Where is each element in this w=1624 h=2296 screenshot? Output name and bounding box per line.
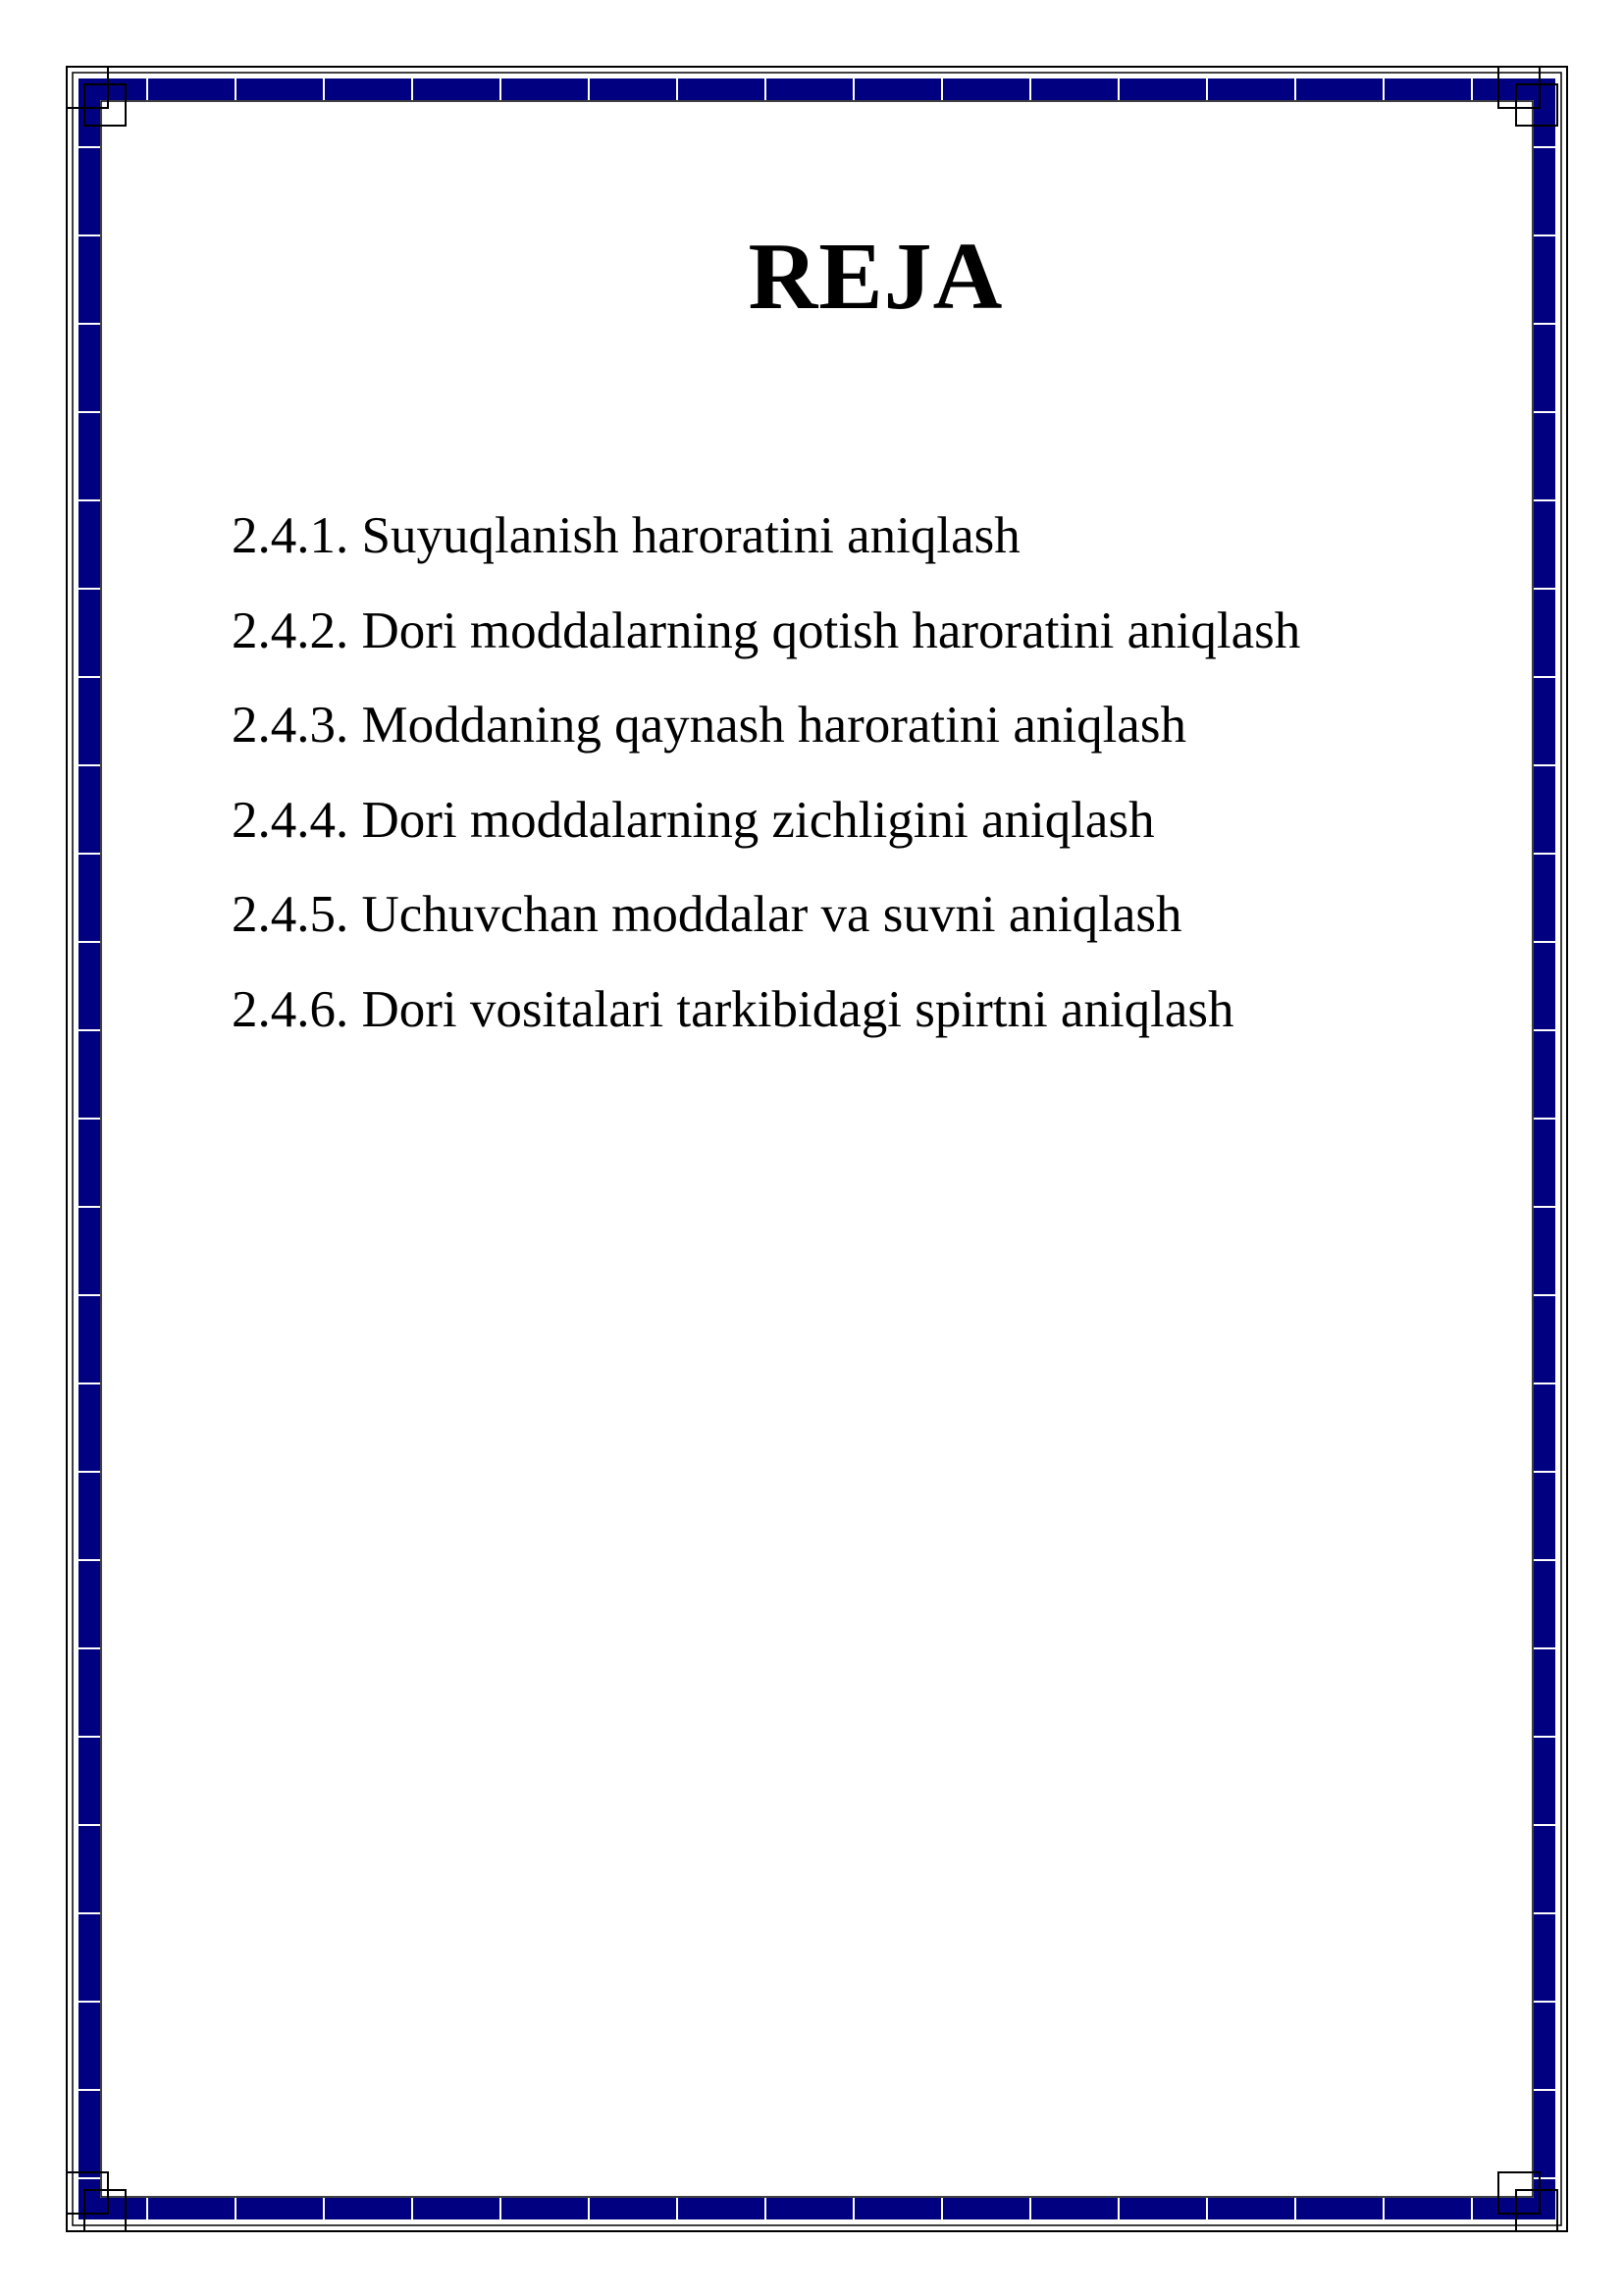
border-frame [67, 67, 1567, 2231]
plan-item-2-4-5: 2.4.5. Uchuvchan moddalar va suvni aniqlash [232, 886, 1182, 943]
border-band-left [79, 78, 100, 2219]
plan-item-2-4-3: 2.4.3. Moddaning qaynash haroratini aniqlash [232, 697, 1186, 754]
plan-item-2-4-1: 2.4.1. Suyuqlanish haroratini aniqlash [232, 507, 1021, 564]
border-outer-line-2 [73, 73, 1561, 2225]
border-outer-line [67, 67, 1567, 2231]
border-band-bottom [79, 2198, 1555, 2219]
page-title: REJA [748, 224, 1004, 330]
border-inner-line [101, 101, 1533, 2197]
plan-item-2-4-6: 2.4.6. Dori vositalari tarkibidagi spirtni aniqlash [232, 980, 1234, 1038]
border-band-top [79, 78, 1555, 100]
plan-list [232, 489, 1300, 1057]
border-band-right [1534, 78, 1555, 2219]
plan-item-2-4-2: 2.4.2. Dori moddalarning qotish haroratini aniqlash [232, 601, 1301, 659]
plan-item-2-4-4: 2.4.4. Dori moddalarning zichligini aniqlash [232, 791, 1155, 849]
